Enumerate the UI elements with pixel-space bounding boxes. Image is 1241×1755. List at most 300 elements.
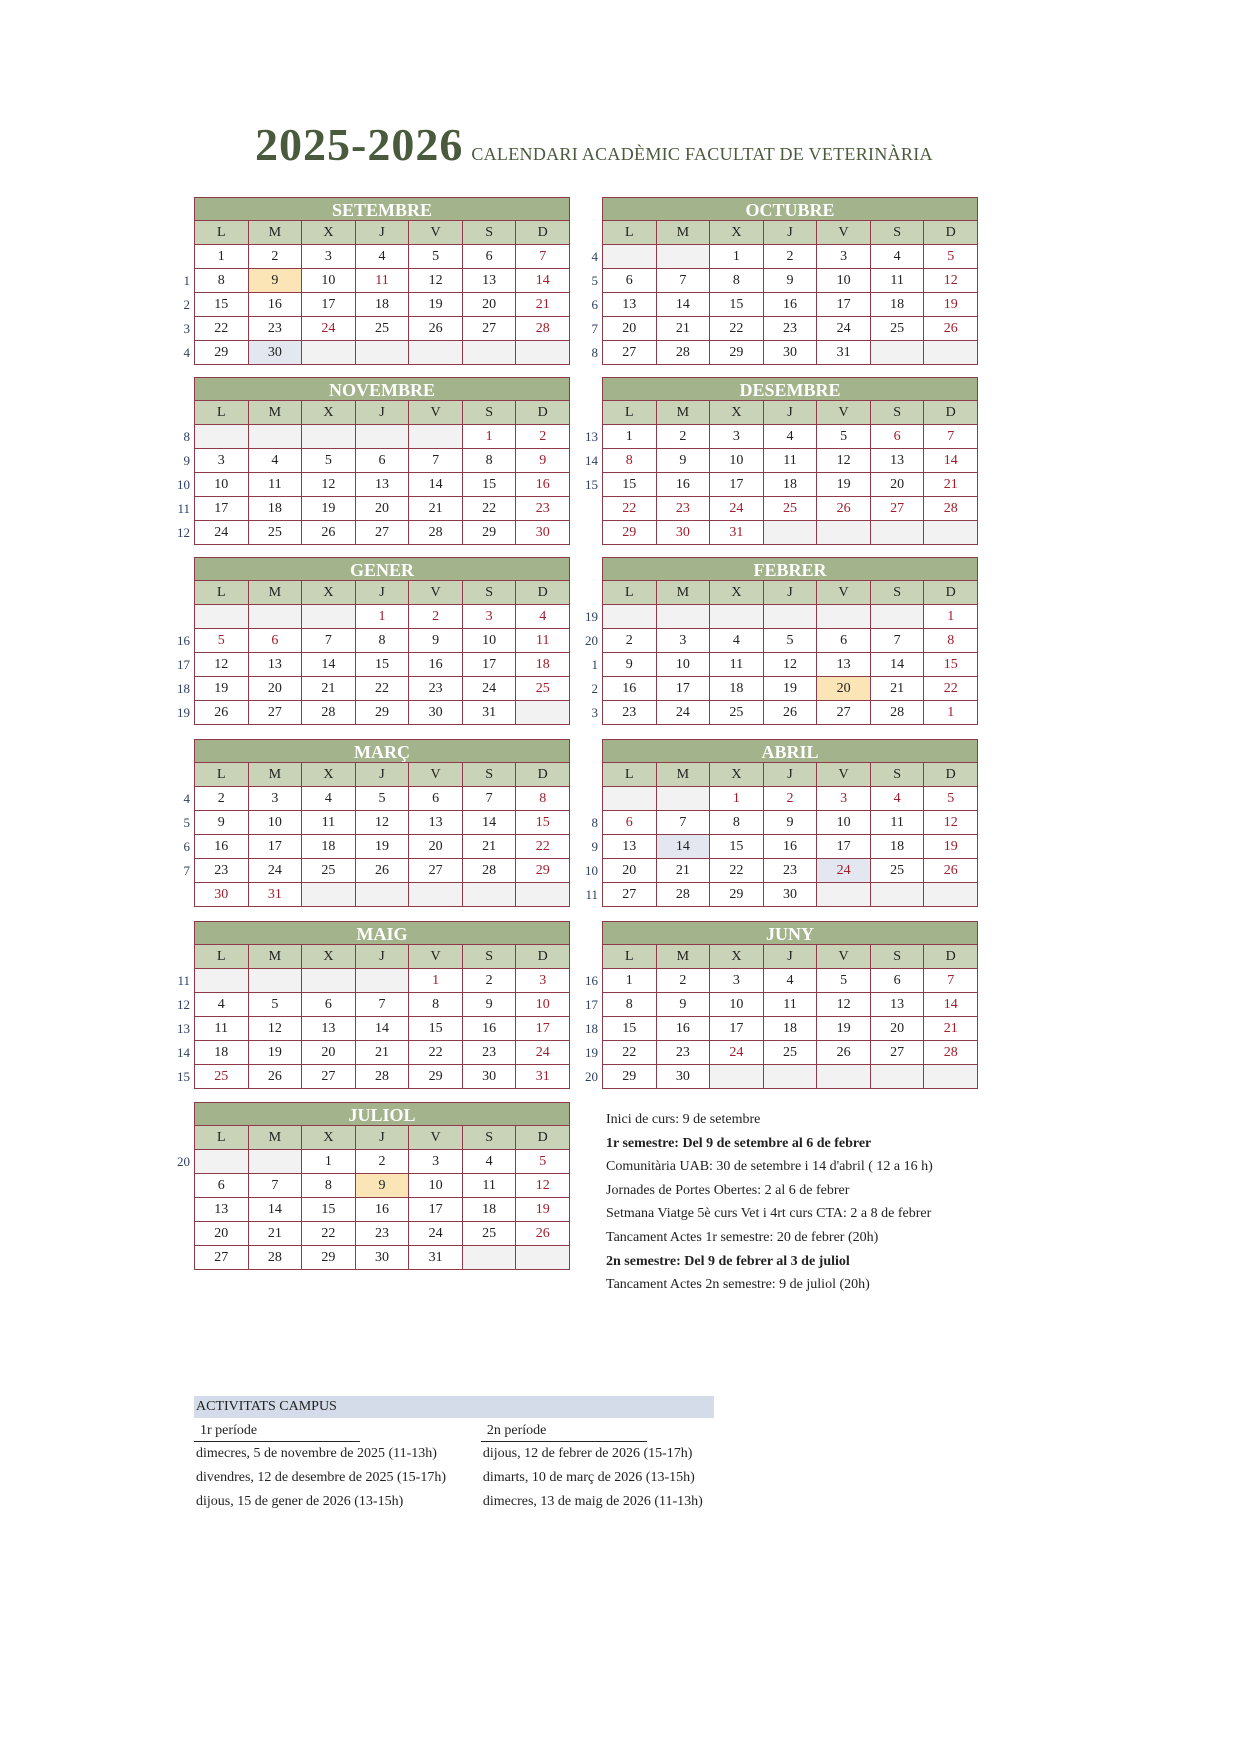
day-cell: 12	[249, 1017, 303, 1041]
day-cell: 3	[302, 245, 356, 269]
day-header: V	[817, 401, 871, 425]
day-cell: 26	[817, 1041, 871, 1065]
day-header: D	[516, 401, 570, 425]
empty-cell	[463, 1246, 517, 1270]
day-header: S	[463, 221, 517, 245]
month-name: ABRIL	[602, 739, 978, 763]
day-header: L	[195, 1126, 249, 1150]
day-header: L	[195, 763, 249, 787]
note-semester-1: 1r semestre: Del 9 de setembre al 6 de febrer	[606, 1135, 872, 1151]
day-cell: 7	[871, 629, 925, 653]
empty-cell	[924, 883, 978, 907]
day-cell: 23	[195, 859, 249, 883]
day-cell: 7	[463, 787, 517, 811]
day-cell: 15	[710, 835, 764, 859]
first-period	[194, 1418, 481, 1514]
day-header: L	[603, 763, 657, 787]
day-cell: 29	[603, 521, 657, 545]
day-cell: 13	[195, 1198, 249, 1222]
day-cell: 6	[603, 269, 657, 293]
week-numbers	[570, 969, 598, 1089]
day-header: S	[871, 401, 925, 425]
day-cell: 20	[603, 859, 657, 883]
day-cell: 3	[710, 425, 764, 449]
day-cell: 5	[516, 1150, 570, 1174]
day-cell: 19	[817, 473, 871, 497]
day-header: D	[924, 221, 978, 245]
day-cell: 27	[603, 341, 657, 365]
empty-cell	[195, 425, 249, 449]
month-grid	[602, 581, 978, 725]
day-header: X	[710, 945, 764, 969]
day-cell: 9	[657, 449, 711, 473]
day-cell: 22	[710, 317, 764, 341]
day-header: S	[871, 763, 925, 787]
day-cell: 2	[409, 605, 463, 629]
day-cell: 13	[356, 473, 410, 497]
day-cell: 2	[603, 629, 657, 653]
day-cell: 25	[764, 497, 818, 521]
day-cell: 15	[302, 1198, 356, 1222]
day-cell: 4	[871, 787, 925, 811]
empty-cell	[871, 1065, 925, 1089]
day-cell: 8	[516, 787, 570, 811]
day-cell: 23	[603, 701, 657, 725]
day-cell: 9	[356, 1174, 410, 1198]
day-cell: 7	[924, 969, 978, 993]
day-cell: 4	[463, 1150, 517, 1174]
empty-cell	[409, 341, 463, 365]
day-header: D	[924, 945, 978, 969]
week-number	[570, 787, 598, 811]
month-grid	[602, 401, 978, 545]
day-cell: 9	[657, 993, 711, 1017]
day-header: X	[302, 1126, 356, 1150]
day-cell: 27	[463, 317, 517, 341]
day-cell: 2	[657, 969, 711, 993]
day-cell: 3	[249, 787, 303, 811]
day-cell: 8	[924, 629, 978, 653]
day-cell: 1	[924, 701, 978, 725]
week-number: 20	[585, 633, 598, 648]
day-cell: 31	[249, 883, 303, 907]
month-abril	[585, 739, 978, 907]
empty-cell	[603, 245, 657, 269]
day-header: D	[516, 1126, 570, 1150]
day-header: J	[356, 401, 410, 425]
day-header: X	[302, 401, 356, 425]
day-cell: 13	[302, 1017, 356, 1041]
day-cell: 12	[764, 653, 818, 677]
month-name: JULIOL	[194, 1102, 570, 1126]
empty-cell	[195, 1150, 249, 1174]
empty-cell	[302, 605, 356, 629]
day-header: V	[409, 221, 463, 245]
day-cell: 22	[603, 497, 657, 521]
day-cell: 24	[249, 859, 303, 883]
day-cell: 12	[409, 269, 463, 293]
week-number: 18	[585, 1021, 598, 1036]
day-header: M	[657, 763, 711, 787]
week-numbers	[162, 787, 190, 907]
day-cell: 13	[603, 293, 657, 317]
day-cell: 26	[409, 317, 463, 341]
day-cell: 1	[195, 245, 249, 269]
day-cell: 28	[463, 859, 517, 883]
day-cell: 4	[356, 245, 410, 269]
day-cell: 19	[409, 293, 463, 317]
second-period	[481, 1418, 714, 1514]
day-cell: 2	[516, 425, 570, 449]
day-cell: 23	[657, 1041, 711, 1065]
week-number: 19	[585, 609, 598, 624]
activity-item: dimarts, 10 de març de 2026 (13-15h)	[482, 1470, 695, 1485]
week-numbers	[570, 425, 598, 545]
day-cell: 22	[302, 1222, 356, 1246]
day-cell: 14	[356, 1017, 410, 1041]
day-header: M	[249, 221, 303, 245]
day-cell: 13	[249, 653, 303, 677]
activity-item: dimecres, 5 de novembre de 2025 (11-13h)	[196, 1446, 437, 1461]
week-number: 4	[183, 791, 190, 806]
day-cell: 11	[871, 269, 925, 293]
day-cell: 21	[516, 293, 570, 317]
day-cell: 2	[764, 787, 818, 811]
day-cell: 30	[356, 1246, 410, 1270]
day-header: V	[409, 763, 463, 787]
day-cell: 20	[195, 1222, 249, 1246]
day-header: S	[871, 221, 925, 245]
empty-cell	[817, 1065, 871, 1089]
week-number: 20	[177, 1154, 190, 1169]
day-header: L	[195, 221, 249, 245]
month-grid	[194, 945, 570, 1089]
day-cell: 3	[463, 605, 517, 629]
month-name: MAIG	[194, 921, 570, 945]
day-cell: 23	[764, 317, 818, 341]
week-number	[162, 605, 190, 629]
empty-cell	[817, 605, 871, 629]
day-cell: 12	[924, 269, 978, 293]
day-cell: 4	[710, 629, 764, 653]
day-cell: 30	[409, 701, 463, 725]
page-title: CALENDARI ACADÈMIC FACULTAT DE VETERINÀRIA	[471, 144, 933, 164]
empty-cell	[409, 883, 463, 907]
day-cell: 3	[817, 787, 871, 811]
day-cell: 19	[249, 1041, 303, 1065]
month-grid	[194, 763, 570, 907]
day-header: M	[249, 401, 303, 425]
day-cell: 16	[249, 293, 303, 317]
day-cell: 14	[249, 1198, 303, 1222]
day-cell: 9	[764, 269, 818, 293]
day-header: D	[924, 581, 978, 605]
day-cell: 8	[356, 629, 410, 653]
day-header: S	[463, 945, 517, 969]
day-cell: 6	[603, 811, 657, 835]
day-cell: 8	[710, 811, 764, 835]
week-number	[570, 497, 598, 521]
week-number: 15	[177, 1069, 190, 1084]
day-cell: 3	[817, 245, 871, 269]
empty-cell	[356, 969, 410, 993]
empty-cell	[249, 425, 303, 449]
week-number: 20	[585, 1069, 598, 1084]
day-header: V	[409, 1126, 463, 1150]
day-cell: 12	[924, 811, 978, 835]
week-number: 11	[177, 501, 190, 516]
page-header	[255, 118, 933, 171]
day-cell: 30	[764, 883, 818, 907]
empty-cell	[924, 341, 978, 365]
day-cell: 15	[195, 293, 249, 317]
week-number: 7	[591, 321, 598, 336]
day-cell: 14	[516, 269, 570, 293]
day-cell: 10	[657, 653, 711, 677]
day-header: V	[409, 581, 463, 605]
empty-cell	[764, 605, 818, 629]
day-header: S	[463, 401, 517, 425]
week-number: 17	[177, 657, 190, 672]
week-number: 11	[585, 887, 598, 902]
week-number: 15	[585, 477, 598, 492]
day-cell: 25	[463, 1222, 517, 1246]
day-cell: 18	[871, 835, 925, 859]
day-cell: 28	[657, 341, 711, 365]
day-cell: 19	[817, 1017, 871, 1041]
day-cell: 28	[356, 1065, 410, 1089]
day-header: L	[195, 401, 249, 425]
day-cell: 28	[871, 701, 925, 725]
day-cell: 19	[302, 497, 356, 521]
day-cell: 23	[409, 677, 463, 701]
day-cell: 29	[603, 1065, 657, 1089]
empty-cell	[195, 605, 249, 629]
week-numbers	[162, 605, 190, 725]
day-cell: 30	[657, 521, 711, 545]
week-number: 13	[177, 1021, 190, 1036]
week-number: 8	[591, 345, 598, 360]
empty-cell	[657, 605, 711, 629]
day-cell: 18	[463, 1198, 517, 1222]
note-close-2: Tancament Actes 2n semestre: 9 de juliol (20h)	[606, 1277, 870, 1293]
week-number	[162, 1246, 190, 1270]
day-cell: 11	[516, 629, 570, 653]
day-cell: 24	[710, 1041, 764, 1065]
day-cell: 2	[249, 245, 303, 269]
day-cell: 23	[463, 1041, 517, 1065]
day-header: M	[249, 581, 303, 605]
day-cell: 27	[603, 883, 657, 907]
day-cell: 11	[195, 1017, 249, 1041]
day-cell: 19	[764, 677, 818, 701]
day-cell: 26	[764, 701, 818, 725]
day-cell: 6	[871, 969, 925, 993]
empty-cell	[409, 425, 463, 449]
day-header: X	[302, 763, 356, 787]
day-header: X	[302, 581, 356, 605]
day-cell: 2	[356, 1150, 410, 1174]
week-number: 8	[591, 815, 598, 830]
day-cell: 25	[871, 859, 925, 883]
day-cell: 7	[302, 629, 356, 653]
day-cell: 16	[409, 653, 463, 677]
day-cell: 24	[516, 1041, 570, 1065]
day-cell: 21	[463, 835, 517, 859]
month-maig	[177, 921, 570, 1089]
month-name: NOVEMBRE	[194, 377, 570, 401]
empty-cell	[302, 341, 356, 365]
month-grid	[194, 401, 570, 545]
day-cell: 23	[356, 1222, 410, 1246]
day-cell: 7	[516, 245, 570, 269]
month-març	[183, 739, 570, 907]
day-cell: 10	[710, 993, 764, 1017]
week-number: 6	[591, 297, 598, 312]
week-number: 12	[177, 525, 190, 540]
day-cell: 14	[409, 473, 463, 497]
day-cell: 21	[657, 317, 711, 341]
day-cell: 13	[871, 993, 925, 1017]
week-number: 1	[183, 273, 190, 288]
day-cell: 28	[924, 497, 978, 521]
day-cell: 11	[302, 811, 356, 835]
day-header: J	[356, 945, 410, 969]
empty-cell	[516, 701, 570, 725]
empty-cell	[463, 341, 517, 365]
day-cell: 29	[516, 859, 570, 883]
day-cell: 30	[657, 1065, 711, 1089]
day-cell: 24	[409, 1222, 463, 1246]
empty-cell	[356, 883, 410, 907]
day-cell: 26	[516, 1222, 570, 1246]
month-gener	[177, 557, 570, 725]
day-cell: 18	[764, 473, 818, 497]
day-cell: 20	[409, 835, 463, 859]
week-number: 17	[585, 997, 598, 1012]
day-cell: 4	[195, 993, 249, 1017]
day-cell: 22	[710, 859, 764, 883]
day-cell: 23	[516, 497, 570, 521]
day-cell: 7	[657, 269, 711, 293]
day-cell: 5	[817, 969, 871, 993]
day-cell: 10	[195, 473, 249, 497]
day-cell: 7	[924, 425, 978, 449]
day-cell: 22	[924, 677, 978, 701]
day-cell: 24	[302, 317, 356, 341]
month-setembre	[183, 197, 570, 365]
day-cell: 12	[817, 993, 871, 1017]
month-name: SETEMBRE	[194, 197, 570, 221]
week-number: 4	[591, 249, 598, 264]
day-header: J	[764, 401, 818, 425]
day-cell: 5	[924, 787, 978, 811]
day-cell: 1	[924, 605, 978, 629]
day-cell: 21	[249, 1222, 303, 1246]
week-numbers	[162, 1150, 190, 1270]
day-cell: 18	[871, 293, 925, 317]
day-header: M	[249, 763, 303, 787]
day-cell: 8	[463, 449, 517, 473]
day-cell: 4	[302, 787, 356, 811]
week-number: 2	[591, 681, 598, 696]
campus-activities	[194, 1396, 714, 1514]
campus-activities-title: ACTIVITATS CAMPUS	[194, 1396, 714, 1418]
empty-cell	[195, 969, 249, 993]
day-cell: 21	[302, 677, 356, 701]
day-header: M	[657, 581, 711, 605]
day-header: X	[710, 763, 764, 787]
day-cell: 21	[356, 1041, 410, 1065]
day-cell: 21	[924, 473, 978, 497]
day-cell: 14	[302, 653, 356, 677]
day-header: J	[356, 763, 410, 787]
day-cell: 19	[516, 1198, 570, 1222]
day-cell: 7	[356, 993, 410, 1017]
week-number: 12	[177, 997, 190, 1012]
day-cell: 3	[409, 1150, 463, 1174]
month-novembre	[177, 377, 570, 545]
second-period-label: 2n període	[481, 1421, 647, 1442]
day-cell: 2	[764, 245, 818, 269]
day-header: V	[817, 763, 871, 787]
day-cell: 20	[871, 473, 925, 497]
day-cell: 24	[817, 859, 871, 883]
day-cell: 19	[924, 835, 978, 859]
day-cell: 9	[409, 629, 463, 653]
day-cell: 28	[924, 1041, 978, 1065]
day-cell: 5	[817, 425, 871, 449]
day-cell: 25	[516, 677, 570, 701]
day-cell: 10	[817, 269, 871, 293]
day-cell: 7	[249, 1174, 303, 1198]
day-cell: 27	[356, 521, 410, 545]
empty-cell	[249, 605, 303, 629]
day-cell: 23	[764, 859, 818, 883]
day-cell: 25	[302, 859, 356, 883]
day-cell: 20	[249, 677, 303, 701]
month-name: GENER	[194, 557, 570, 581]
day-header: X	[710, 221, 764, 245]
month-juliol	[177, 1102, 570, 1270]
day-header: D	[516, 945, 570, 969]
activity-item: dijous, 15 de gener de 2026 (13-15h)	[196, 1494, 404, 1509]
day-header: X	[710, 581, 764, 605]
day-cell: 5	[356, 787, 410, 811]
month-name: OCTUBRE	[602, 197, 978, 221]
key-dates-notes	[606, 1108, 1026, 1297]
day-cell: 11	[871, 811, 925, 835]
empty-cell	[657, 787, 711, 811]
week-number	[162, 1222, 190, 1246]
day-cell: 18	[302, 835, 356, 859]
week-number: 4	[183, 345, 190, 360]
day-cell: 30	[764, 341, 818, 365]
day-cell: 29	[356, 701, 410, 725]
week-number: 5	[183, 815, 190, 830]
day-cell: 17	[817, 835, 871, 859]
month-febrer	[585, 557, 978, 725]
day-cell: 20	[603, 317, 657, 341]
day-header: V	[409, 401, 463, 425]
day-header: L	[603, 401, 657, 425]
day-cell: 25	[871, 317, 925, 341]
week-number: 19	[585, 1045, 598, 1060]
day-cell: 10	[249, 811, 303, 835]
day-cell: 30	[249, 341, 303, 365]
day-cell: 3	[657, 629, 711, 653]
empty-cell	[356, 425, 410, 449]
